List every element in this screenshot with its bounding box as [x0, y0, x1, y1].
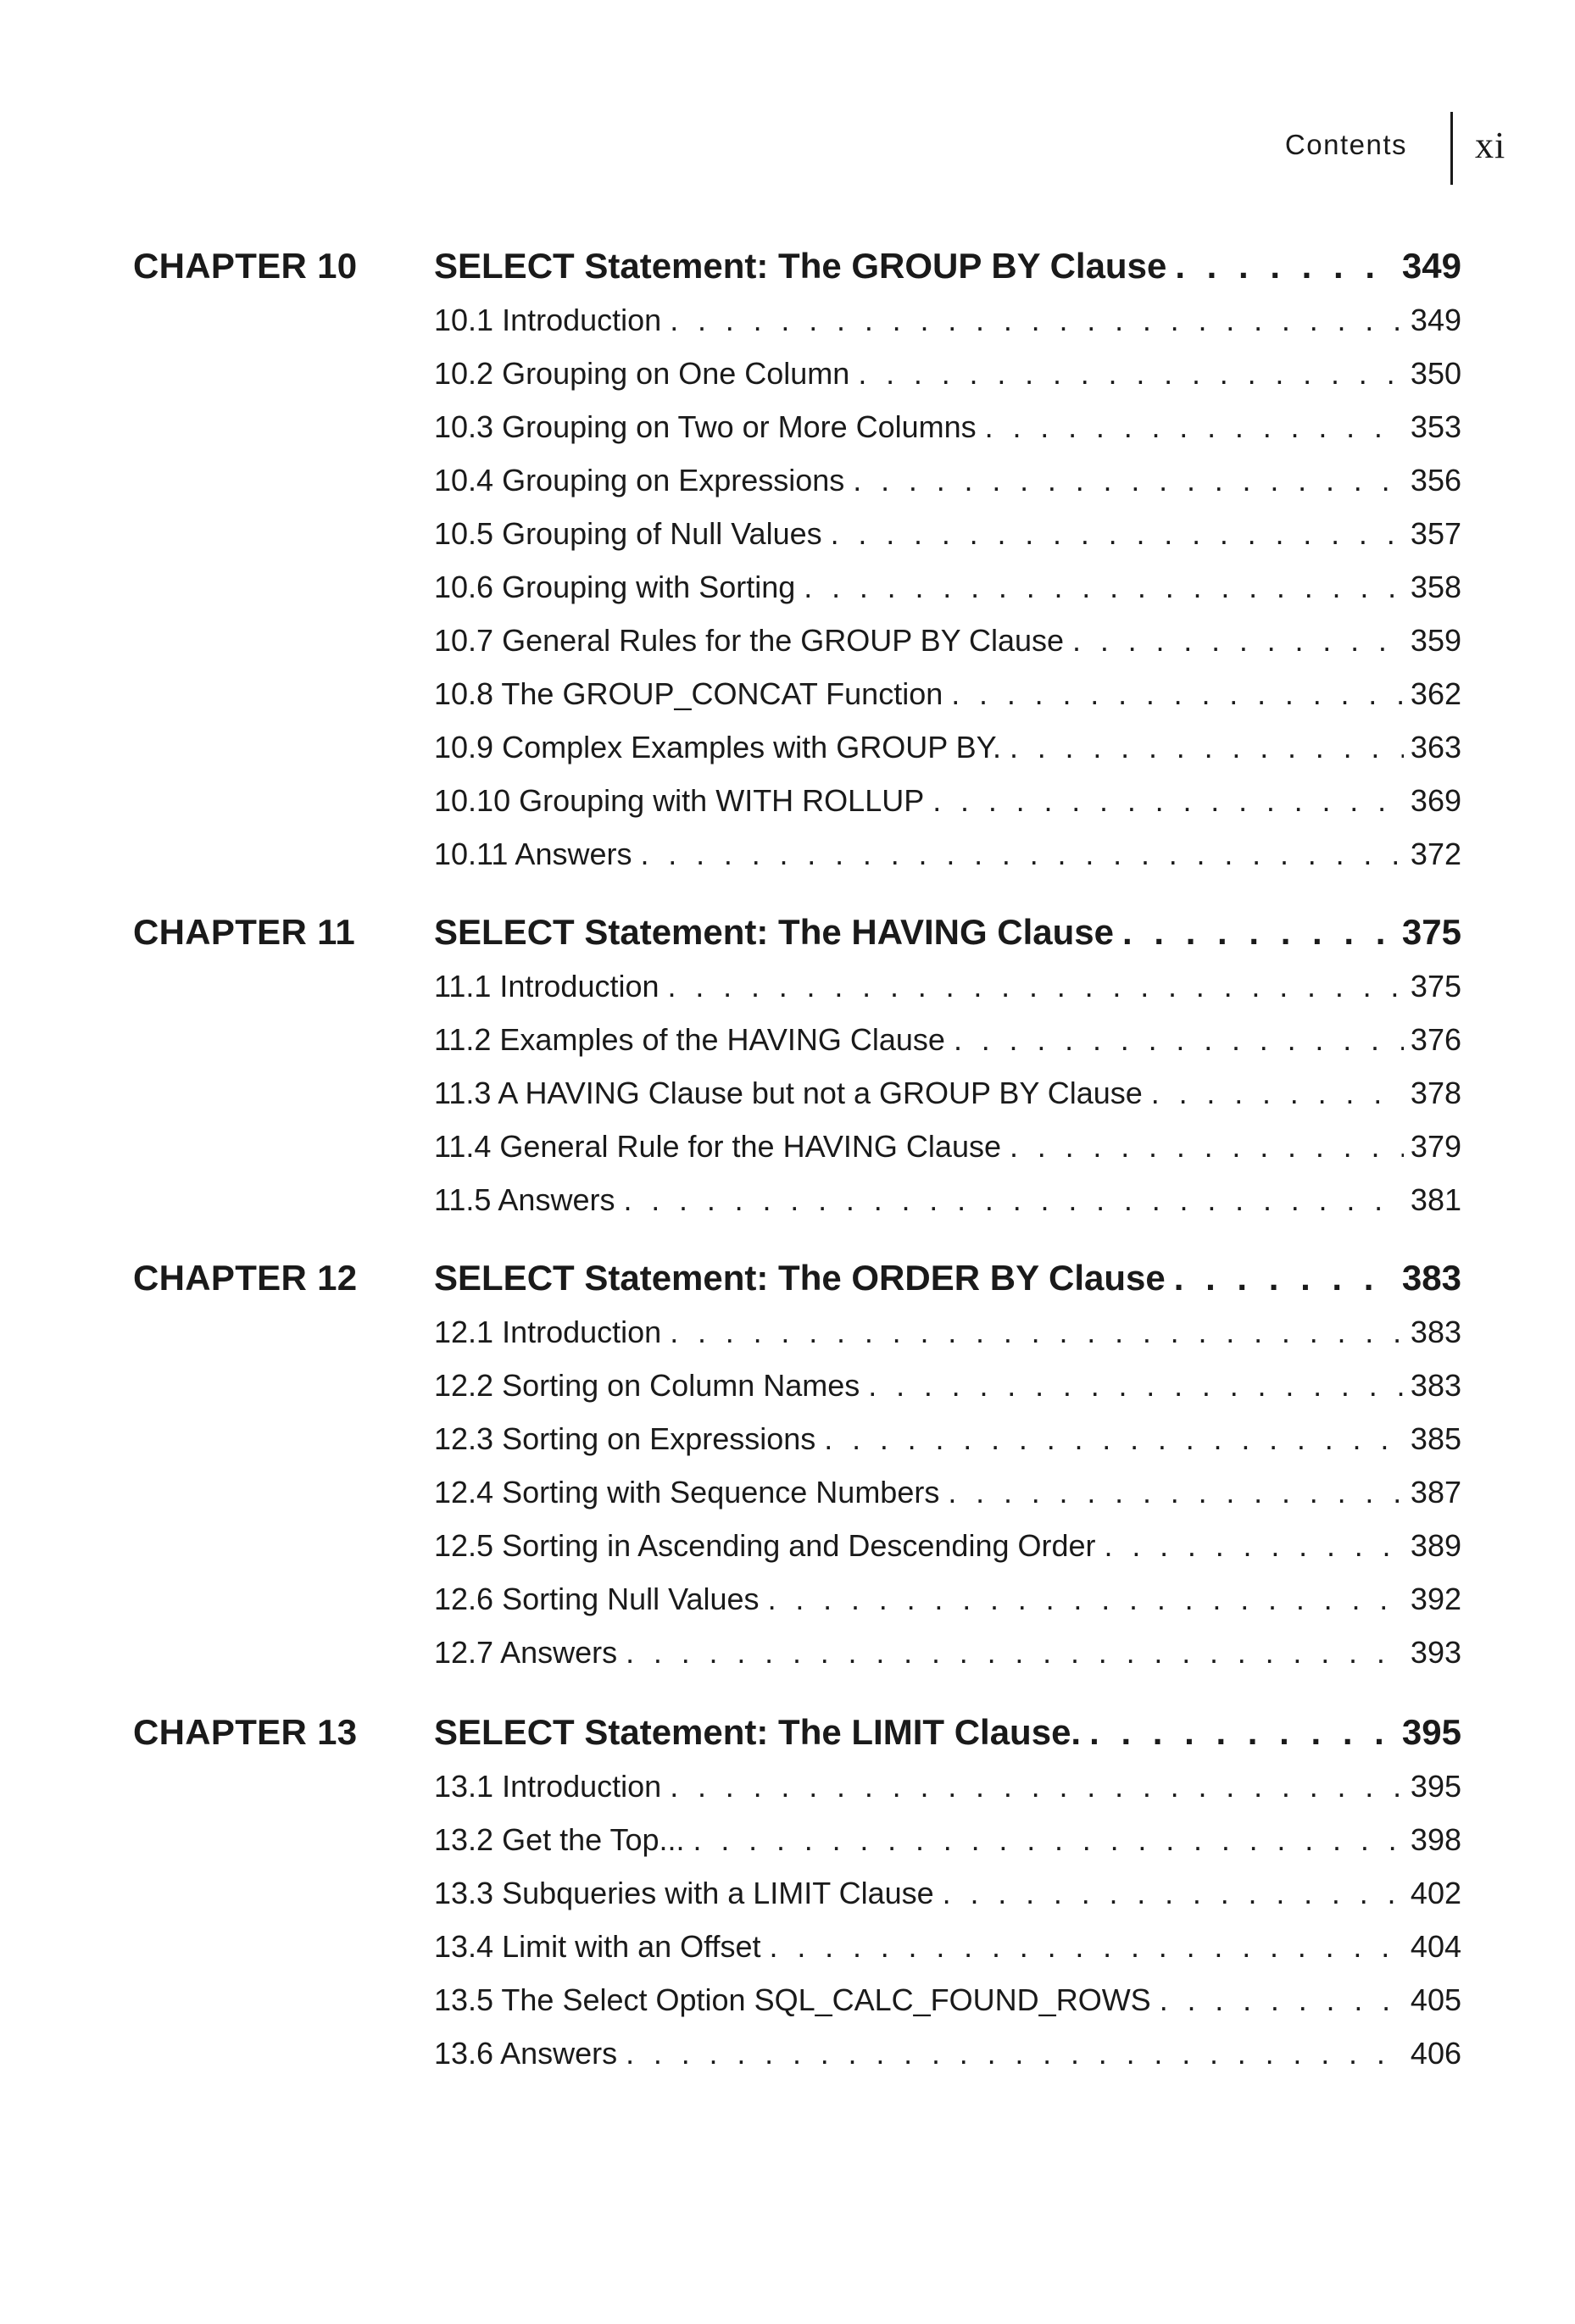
- toc-entry[interactable]: [434, 1315, 1461, 1350]
- chapter-page: 383: [1401, 1258, 1461, 1298]
- entry-title: 10.6 Grouping with Sorting: [434, 570, 796, 604]
- toc-entry[interactable]: [434, 1822, 1461, 1858]
- entry-title: 12.3 Sorting on Expressions: [434, 1421, 816, 1456]
- toc-entry[interactable]: [434, 1929, 1461, 1965]
- entry-page: 393: [1410, 1635, 1461, 1670]
- entry-title: 13.4 Limit with an Offset: [434, 1929, 761, 1964]
- dot-leader: [1174, 1258, 1395, 1298]
- dot-leader: [693, 1822, 1404, 1858]
- entry-page: 362: [1410, 676, 1461, 711]
- entry-title: 11.1 Introduction: [434, 969, 659, 1004]
- entry-page: 375: [1410, 969, 1461, 1004]
- dot-leader: [668, 969, 1404, 1004]
- chapter-page: 395: [1401, 1712, 1461, 1752]
- dot-leader: [670, 1315, 1404, 1350]
- entry-page: 395: [1410, 1769, 1461, 1804]
- chapter-title: SELECT Statement: The LIMIT Clause.: [434, 1712, 1082, 1752]
- chapter-title: SELECT Statement: The HAVING Clause: [434, 912, 1115, 952]
- running-head: [1263, 124, 1509, 192]
- entry-page: 353: [1410, 409, 1461, 444]
- toc-entry[interactable]: [434, 1421, 1461, 1457]
- chapter-label: CHAPTER 11: [133, 912, 356, 952]
- entry-title: 10.4 Grouping on Expressions: [434, 463, 845, 498]
- entry-title: 10.1 Introduction: [434, 303, 662, 337]
- toc-entry[interactable]: [434, 516, 1461, 552]
- entry-title: 10.2 Grouping on One Column: [434, 356, 850, 391]
- entry-title: 12.5 Sorting in Ascending and Descending Order: [434, 1528, 1096, 1563]
- toc-entry[interactable]: [434, 676, 1461, 712]
- toc-entry[interactable]: [434, 463, 1461, 498]
- entry-title: 10.5 Grouping of Null Values: [434, 516, 822, 551]
- toc-entry[interactable]: [434, 623, 1461, 659]
- entry-page: 359: [1410, 623, 1461, 658]
- entry-page: 402: [1410, 1876, 1461, 1910]
- toc-entry[interactable]: [434, 1022, 1461, 1058]
- entry-page: 350: [1410, 356, 1461, 391]
- dot-leader: [670, 1769, 1404, 1804]
- dot-leader: [770, 1929, 1404, 1965]
- running-head-label: Contents: [1284, 129, 1407, 160]
- toc-entry[interactable]: [434, 1582, 1461, 1617]
- entry-title: 12.1 Introduction: [434, 1315, 662, 1349]
- running-head-rule: [1450, 112, 1453, 185]
- entry-title: 13.2 Get the Top...: [434, 1822, 685, 1857]
- toc-entry[interactable]: [434, 1076, 1461, 1111]
- entry-page: 381: [1410, 1182, 1461, 1217]
- entry-title: 12.6 Sorting Null Values: [434, 1582, 760, 1616]
- dot-leader: [670, 303, 1404, 338]
- entry-page: 369: [1410, 783, 1461, 818]
- chapter-page: 349: [1401, 246, 1461, 286]
- chapter-heading[interactable]: [434, 1258, 1461, 1298]
- dot-leader: [1175, 246, 1395, 286]
- chapter-heading[interactable]: [434, 246, 1461, 286]
- toc-entry[interactable]: [434, 1769, 1461, 1804]
- dot-leader: [853, 463, 1404, 498]
- toc-entry[interactable]: [434, 570, 1461, 605]
- entry-page: 385: [1410, 1421, 1461, 1456]
- toc-entry[interactable]: [434, 356, 1461, 392]
- entry-page: 378: [1410, 1076, 1461, 1110]
- dot-leader: [1151, 1076, 1404, 1111]
- dot-leader: [932, 783, 1404, 819]
- dot-leader: [1105, 1528, 1404, 1564]
- toc-entry[interactable]: [434, 1475, 1461, 1510]
- entry-title: 13.3 Subqueries with a LIMIT Clause: [434, 1876, 934, 1910]
- chapter-heading[interactable]: [434, 912, 1461, 953]
- toc-entry[interactable]: [434, 2036, 1461, 2071]
- toc-entry[interactable]: [434, 1982, 1461, 2018]
- toc-entry[interactable]: [434, 837, 1461, 872]
- entry-page: 387: [1410, 1475, 1461, 1509]
- dot-leader: [954, 1022, 1404, 1058]
- toc-entry[interactable]: [434, 783, 1461, 819]
- toc-entry[interactable]: [434, 1182, 1461, 1218]
- dot-leader: [640, 837, 1403, 872]
- chapter-title: SELECT Statement: The ORDER BY Clause: [434, 1258, 1166, 1298]
- chapter-title: SELECT Statement: The GROUP BY Clause: [434, 246, 1167, 286]
- dot-leader: [1072, 623, 1404, 659]
- toc-entry[interactable]: [434, 1129, 1461, 1165]
- entry-page: 405: [1410, 1982, 1461, 2017]
- dot-leader: [1010, 730, 1404, 765]
- toc-entry[interactable]: [434, 1876, 1461, 1911]
- entry-title: 13.5 The Select Option SQL_CALC_FOUND_ROWS: [434, 1982, 1151, 2017]
- entry-title: 11.4 General Rule for the HAVING Clause: [434, 1129, 1001, 1164]
- entry-title: 11.5 Answers: [434, 1182, 615, 1217]
- chapter-page: 375: [1401, 912, 1461, 952]
- dot-leader: [824, 1421, 1404, 1457]
- entry-page: 406: [1410, 2036, 1461, 2071]
- dot-leader: [831, 516, 1404, 552]
- entry-page: 383: [1410, 1315, 1461, 1349]
- entry-page: 389: [1410, 1528, 1461, 1563]
- dot-leader: [1160, 1982, 1404, 2018]
- dot-leader: [1089, 1712, 1395, 1753]
- page-number: xi: [1475, 125, 1506, 166]
- entry-title: 10.9 Complex Examples with GROUP BY.: [434, 730, 1001, 764]
- dot-leader: [868, 1368, 1404, 1404]
- entry-page: 356: [1410, 463, 1461, 498]
- toc-entry[interactable]: [434, 730, 1461, 765]
- entry-page: 404: [1410, 1929, 1461, 1964]
- entry-title: 11.3 A HAVING Clause but not a GROUP BY Clause: [434, 1076, 1143, 1110]
- dot-leader: [951, 676, 1404, 712]
- entry-page: 398: [1410, 1822, 1461, 1857]
- dot-leader: [858, 356, 1404, 392]
- toc-entry[interactable]: [434, 409, 1461, 445]
- entry-page: 379: [1410, 1129, 1461, 1164]
- entry-title: 10.10 Grouping with WITH ROLLUP: [434, 783, 925, 818]
- chapter-label: CHAPTER 12: [133, 1258, 358, 1298]
- entry-title: 10.8 The GROUP_CONCAT Function: [434, 676, 943, 711]
- dot-leader: [626, 1635, 1404, 1671]
- toc-entry[interactable]: [434, 969, 1461, 1004]
- dot-leader: [623, 1182, 1403, 1218]
- entry-page: 383: [1410, 1368, 1461, 1403]
- entry-page: 357: [1410, 516, 1461, 551]
- dot-leader: [1010, 1129, 1404, 1165]
- entry-page: 392: [1410, 1582, 1461, 1616]
- entry-title: 12.4 Sorting with Sequence Numbers: [434, 1475, 940, 1509]
- entry-page: 376: [1410, 1022, 1461, 1057]
- entry-title: 10.11 Answers: [434, 837, 632, 871]
- toc-entry[interactable]: [434, 303, 1461, 338]
- chapter-heading[interactable]: [434, 1712, 1461, 1753]
- dot-leader: [804, 570, 1404, 605]
- entry-title: 10.7 General Rules for the GROUP BY Clause: [434, 623, 1065, 658]
- entry-title: 13.1 Introduction: [434, 1769, 662, 1804]
- entry-title: 10.3 Grouping on Two or More Columns: [434, 409, 977, 444]
- dot-leader: [1122, 912, 1395, 953]
- chapter-label: CHAPTER 10: [133, 246, 358, 286]
- entry-title: 11.2 Examples of the HAVING Clause: [434, 1022, 945, 1057]
- toc-entry[interactable]: [434, 1368, 1461, 1404]
- dot-leader: [948, 1475, 1404, 1510]
- entry-title: 12.7 Answers: [434, 1635, 618, 1670]
- chapter-label: CHAPTER 13: [133, 1712, 358, 1752]
- dot-leader: [768, 1582, 1404, 1617]
- entry-page: 363: [1410, 730, 1461, 764]
- entry-page: 358: [1410, 570, 1461, 604]
- entry-title: 13.6 Answers: [434, 2036, 618, 2071]
- dot-leader: [985, 409, 1404, 445]
- toc-entry[interactable]: [434, 1635, 1461, 1671]
- entry-page: 372: [1410, 837, 1461, 871]
- entry-title: 12.2 Sorting on Column Names: [434, 1368, 860, 1403]
- entry-page: 349: [1410, 303, 1461, 337]
- dot-leader: [626, 2036, 1404, 2071]
- dot-leader: [943, 1876, 1404, 1911]
- toc-entry[interactable]: [434, 1528, 1461, 1564]
